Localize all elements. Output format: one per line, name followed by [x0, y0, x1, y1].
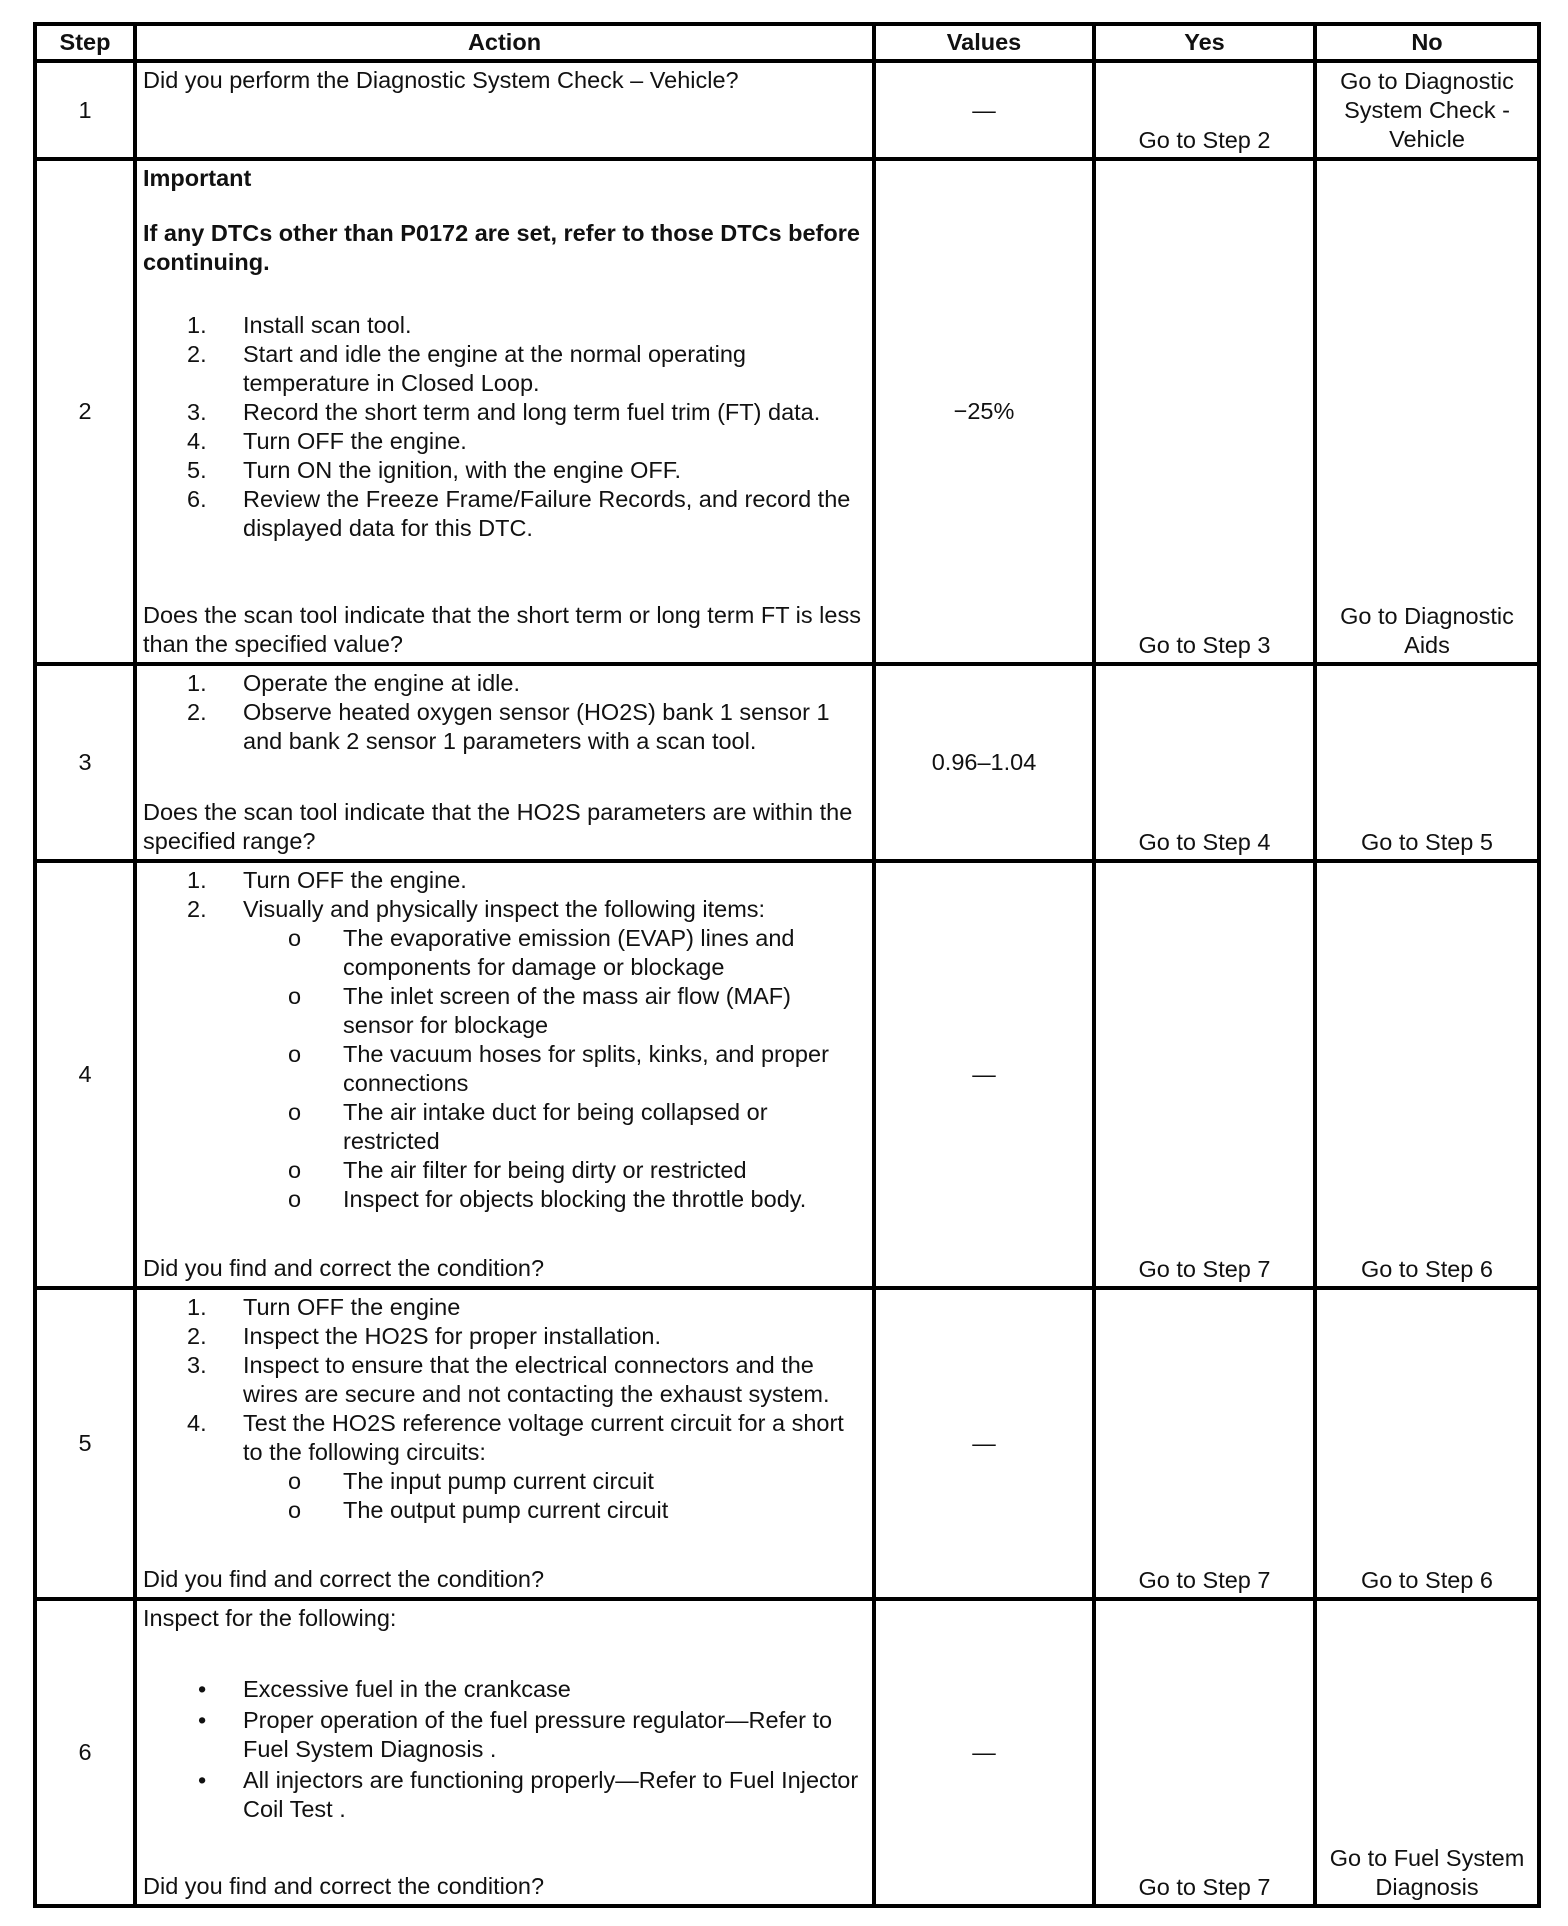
value-cell: —	[874, 1288, 1094, 1600]
list-item: 2. Visually and physically inspect the following items:	[187, 895, 766, 922]
list-item: 1. Turn OFF the engine.	[187, 866, 467, 893]
yes-cell: Go to Step 3	[1094, 159, 1315, 664]
yes-cell: Go to Step 7	[1094, 1288, 1315, 1600]
circuit-sub-list	[143, 1467, 867, 1525]
action-cell	[135, 159, 874, 664]
list-item: o The evaporative emission (EVAP) lines and components for damage or blockage	[288, 924, 795, 980]
inspect-intro: Inspect for the following:	[143, 1605, 397, 1632]
list-item: • Proper operation of the fuel pressure regulator—Refer to Fuel System Diagnosis .	[198, 1707, 833, 1763]
yes-cell: Go to Step 7	[1094, 1599, 1315, 1906]
header-values: Values	[874, 24, 1094, 61]
list-item: o The vacuum hoses for splits, kinks, and proper connections	[288, 1040, 829, 1096]
action-question: Did you find and correct the condition?	[143, 1566, 545, 1593]
list-item: 5. Turn ON the ignition, with the engine OFF.	[187, 457, 682, 484]
list-item: 2. Start and idle the engine at the normal operating temperature in Closed Loop.	[187, 341, 746, 397]
inspection-sub-list	[143, 924, 867, 1214]
procedure-list	[143, 866, 867, 924]
value-cell: —	[874, 61, 1094, 159]
list-item: • Excessive fuel in the crankcase	[198, 1676, 571, 1703]
table-row-step-5	[35, 1288, 1539, 1600]
list-item: 6. Review the Freeze Frame/Failure Records, and record the displayed data for this DTC.	[187, 486, 851, 542]
step-number: 5	[35, 1288, 135, 1600]
step-number: 4	[35, 861, 135, 1288]
list-item: o Inspect for objects blocking the throttle body.	[288, 1185, 807, 1212]
table-row-step-2	[35, 159, 1539, 664]
table-row-step-6	[35, 1599, 1539, 1906]
list-item: 2. Observe heated oxygen sensor (HO2S) bank 1 sensor 1 and bank 2 sensor 1 parameters with a scan tool.	[187, 699, 830, 755]
no-cell: Go to Diagnostic Aids	[1315, 159, 1539, 664]
list-item: 1. Turn OFF the engine	[187, 1293, 461, 1320]
important-heading: Important	[143, 165, 252, 192]
yes-cell: Go to Step 4	[1094, 664, 1315, 860]
action-question: Did you perform the Diagnostic System Check – Vehicle?	[143, 67, 739, 93]
procedure-list	[143, 669, 867, 756]
action-cell	[135, 61, 874, 159]
list-item: 3. Record the short term and long term fuel trim (FT) data.	[187, 399, 821, 426]
list-item: • All injectors are functioning properly—Refer to Fuel Injector Coil Test .	[198, 1767, 859, 1823]
value-cell: —	[874, 1599, 1094, 1906]
no-cell: Go to Step 6	[1315, 1288, 1539, 1600]
list-item: 4. Test the HO2S reference voltage current circuit for a short to the following circuits:	[187, 1409, 844, 1465]
value-cell: 0.96–1.04	[874, 664, 1094, 860]
list-item: 4. Turn OFF the engine.	[187, 428, 467, 455]
value-cell: −25%	[874, 159, 1094, 664]
table-row-step-4	[35, 861, 1539, 1288]
list-item: 3. Inspect to ensure that the electrical connectors and the wires are secure and not contacting the exhaust system.	[187, 1351, 830, 1407]
no-cell: Go to Diagnostic System Check - Vehicle	[1315, 61, 1539, 159]
header-row	[35, 24, 1539, 61]
diagnostic-table	[33, 22, 1541, 1908]
action-question: Does the scan tool indicate that the short term or long term FT is less than the specified value?	[143, 602, 861, 658]
action-cell	[135, 861, 874, 1288]
inspection-bullets	[143, 1675, 867, 1824]
no-cell: Go to Fuel System Diagnosis	[1315, 1599, 1539, 1906]
header-yes: Yes	[1094, 24, 1315, 61]
header-no: No	[1315, 24, 1539, 61]
value-cell: —	[874, 861, 1094, 1288]
step-number: 1	[35, 61, 135, 159]
list-item: o The air intake duct for being collapsed or restricted	[288, 1098, 768, 1154]
action-question: Did you find and correct the condition?	[143, 1873, 545, 1899]
header-action: Action	[135, 24, 874, 61]
step-number: 6	[35, 1599, 135, 1906]
yes-cell: Go to Step 2	[1094, 61, 1315, 159]
action-cell	[135, 1599, 874, 1906]
list-item: 1. Install scan tool.	[187, 312, 412, 339]
yes-cell: Go to Step 7	[1094, 861, 1315, 1288]
list-item: o The input pump current circuit	[288, 1467, 654, 1494]
action-question: Does the scan tool indicate that the HO2S parameters are within the specified range?	[143, 798, 853, 854]
list-item: 2. Inspect the HO2S for proper installation.	[187, 1322, 661, 1349]
action-question: Did you find and correct the condition?	[143, 1254, 545, 1281]
no-cell: Go to Step 5	[1315, 664, 1539, 860]
step-number: 2	[35, 159, 135, 664]
table-row-step-1	[35, 61, 1539, 159]
list-item: o The air filter for being dirty or restricted	[288, 1156, 747, 1183]
action-cell	[135, 1288, 874, 1600]
procedure-list	[143, 1293, 867, 1467]
important-note: If any DTCs other than P0172 are set, refer to those DTCs before continuing.	[143, 220, 860, 276]
list-item: o The inlet screen of the mass air flow (MAF) sensor for blockage	[288, 982, 791, 1038]
procedure-list	[143, 311, 867, 543]
list-item: 1. Operate the engine at idle.	[187, 670, 520, 697]
step-number: 3	[35, 664, 135, 860]
list-item: o The output pump current circuit	[288, 1496, 669, 1523]
header-step: Step	[35, 24, 135, 61]
action-cell	[135, 664, 874, 860]
no-cell: Go to Step 6	[1315, 861, 1539, 1288]
table-row-step-3	[35, 664, 1539, 860]
